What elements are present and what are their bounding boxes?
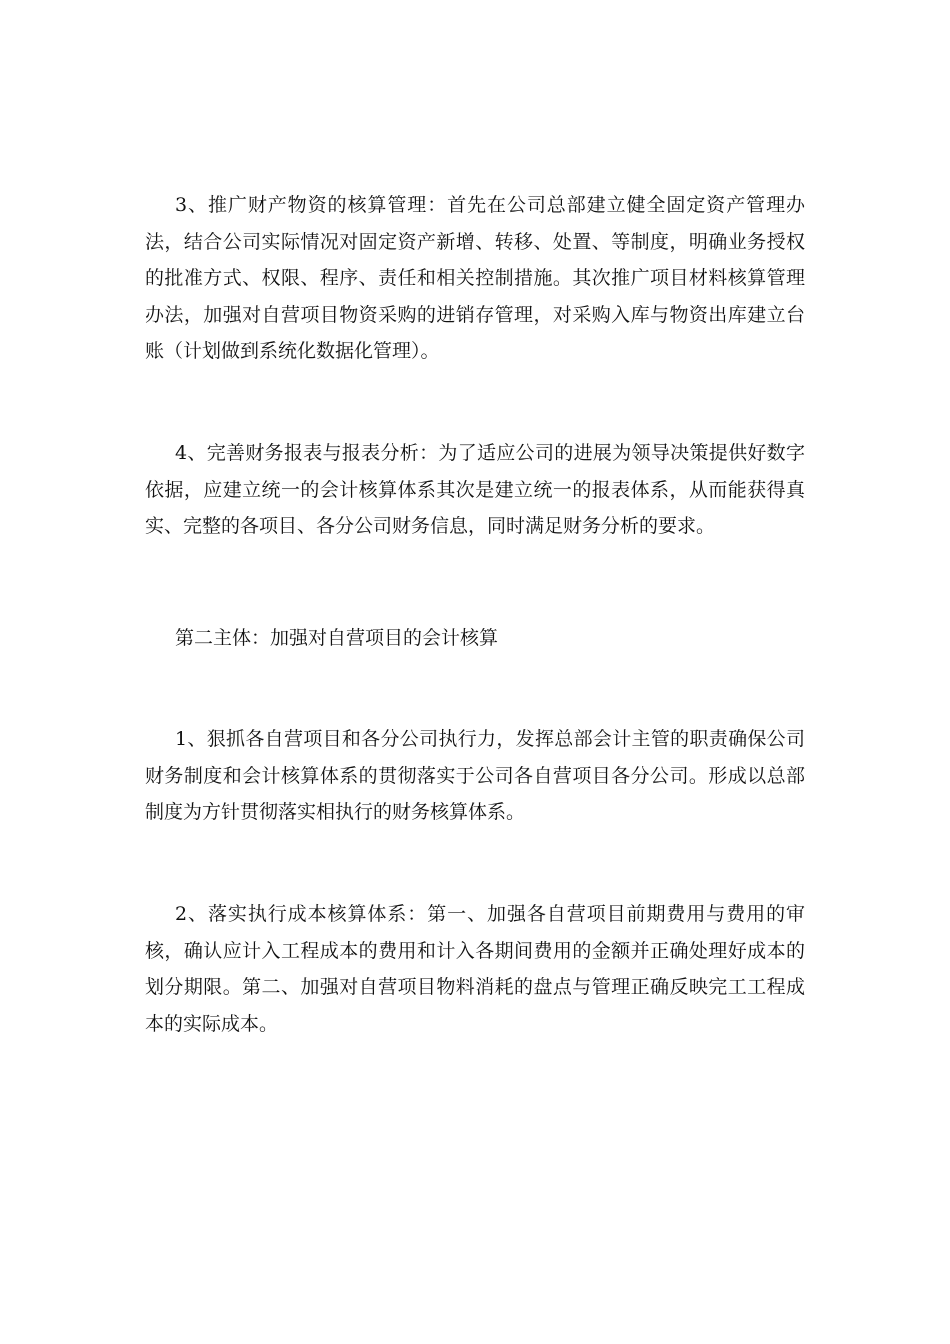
section-heading: 第二主体：加强对自营项目的会计核算 [175,627,499,649]
paragraph-financial-reports: 4、完善财务报表与报表分析：为了适应公司的进展为领导决策提供好数字依据，应建立统一的会计核算体系其次是建立统一的报表体系，从而能获得真实、完整的各项目、各分公司财务信息，同时满足财务分析的要求。 [145,442,805,537]
paragraph-property-accounting: 3、推广财产物资的核算管理：首先在公司总部建立健全固定资产管理办法，结合公司实际情况对固定资产新增、转移、处置、等制度，明确业务授权的批准方式、权限、程序、责任和相关控制措施。其次推广项目材料核算管理办法，加强对自营项目物资采购的进销存管理，对采购入库与物资出库建立台账（计划做到系统化数据化管理）。 [145,194,805,362]
paragraph-execution: 1、狠抓各自营项目和各分公司执行力，发挥总部会计主管的职责确保公司财务制度和会计核算体系的贯彻落实于公司各自营项目各分公司。形成以总部制度为方针贯彻落实相执行的财务核算体系。 [145,728,805,823]
paragraph-cost-accounting: 2、落实执行成本核算体系：第一、加强各自营项目前期费用与费用的审核，确认应计入工程成本的费用和计入各期间费用的金额并正确处理好成本的划分期限。第二、加强对自营项目物料消耗的盘点与管理正确反映完工工程成本的实际成本。 [145,903,805,1035]
